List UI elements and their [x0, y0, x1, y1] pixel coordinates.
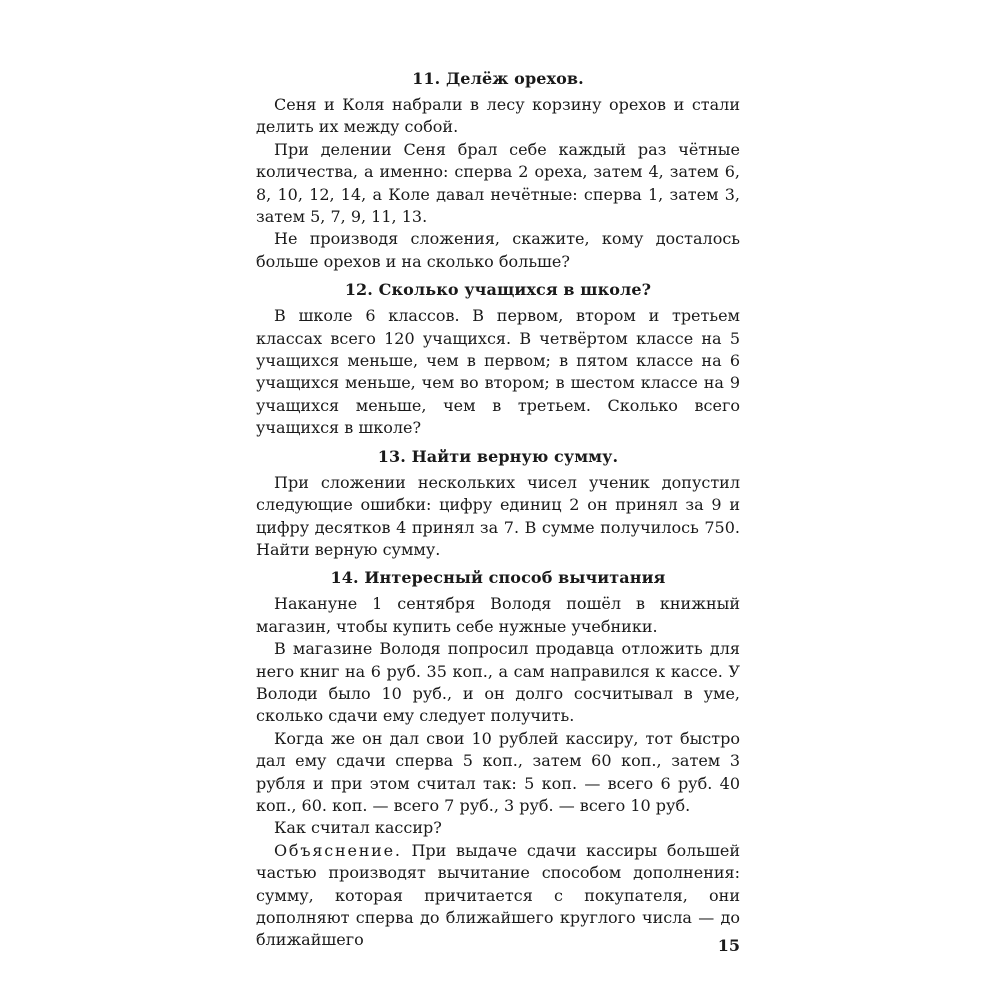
- problem-title: 13. Найти верную сумму.: [377, 446, 619, 466]
- problem-title: 12. Сколько учащихся в школе?: [344, 280, 652, 300]
- book-page: [256, 62, 740, 958]
- explanation-paragraph: [256, 840, 740, 952]
- page-number: 15: [717, 936, 740, 955]
- paragraph: Накануне 1 сентября Володя пошёл в книжный магазин, чтобы купить себе нужные учебники.: [256, 594, 740, 636]
- problem-11: [256, 68, 740, 273]
- paragraph: Когда же он дал свои 10 рублей кассиру, тот быстро дал ему сдачи сперва 5 коп., затем 60 коп., затем 3 рубля и при этом считал так: 5 коп. — всего 6 руб. 40 коп., 60. коп. — всего 7 руб., 3 руб. — всего 10 руб.: [256, 728, 740, 815]
- paragraph: При сложении нескольких чисел ученик допустил следующие ошибки: цифру единиц 2 он принял за 9 и цифру десятков 4 принял за 7. В сумме получилось 750. Найти верную сумму.: [256, 472, 740, 559]
- paragraph: Сеня и Коля набрали в лесу корзину орехов и стали делить их между собой.: [256, 95, 740, 137]
- problem-14: [256, 567, 740, 952]
- paragraph: В школе 6 классов. В первом, втором и третьем классах всего 120 учащихся. В четвёртом классе на 5 учащихся меньше, чем в первом; в пятом классе на 6 учащихся меньше, чем во втором; в шестом классе на 9 учащихся меньше, чем в третьем. Сколько всего учащихся в школе?: [256, 306, 740, 438]
- problem-title: 14. Интересный способ вычитания: [330, 568, 666, 588]
- problem-12: [256, 279, 740, 439]
- paragraph: При делении Сеня брал себе каждый раз чётные количества, а именно: сперва 2 ореха, затем 4, затем 6, 8, 10, 12, 14, а Коле давал нечётные: сперва 1, затем 3, затем 5, 7, 9, 11, 13.: [256, 139, 740, 227]
- problem-title: 11. Делёж орехов.: [412, 69, 584, 88]
- problem-13: [256, 446, 740, 562]
- explanation-text: При выдаче сдачи кассиры большей частью производят вычитание способом дополнения: сумму, которая причитается с покупателя, они дополняют сперва до ближайшего круглого числа — до ближайшего: [256, 840, 740, 950]
- paragraph: Не производя сложения, скажите, кому досталось больше орехов и на сколько больше?: [256, 229, 740, 271]
- explanation-label: Объяснение.: [274, 840, 402, 860]
- paragraph: Как считал кассир?: [274, 818, 442, 838]
- paragraph: В магазине Володя попросил продавца отложить для него книг на 6 руб. 35 коп., а сам направился к кассе. У Володи было 10 руб., и он долго сосчитывал в уме, сколько сдачи ему следует получить.: [256, 639, 740, 726]
